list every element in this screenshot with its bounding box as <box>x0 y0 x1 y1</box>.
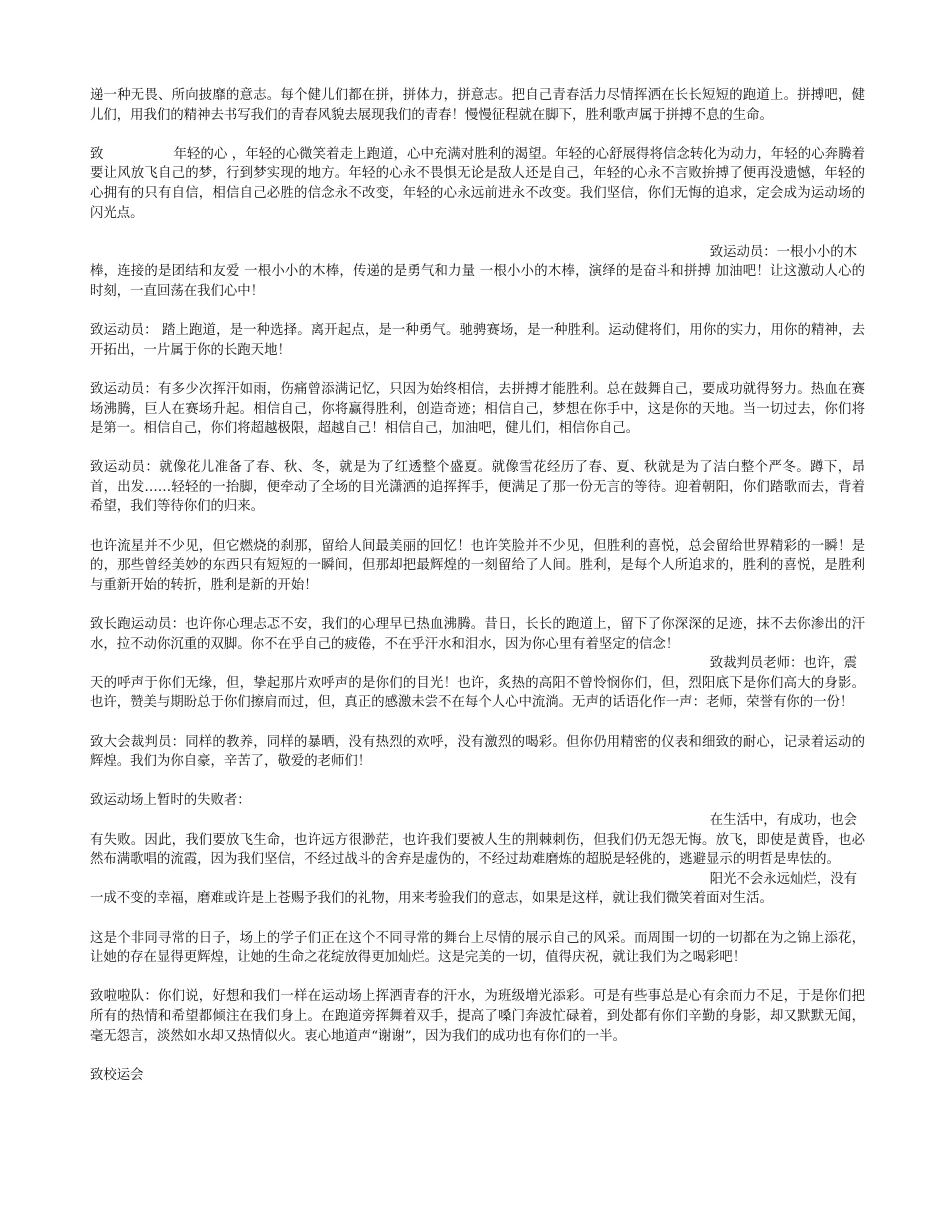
paragraph-baton: 棒，连接的是团结和友爱 一根小小的木棒，传递的是勇气和力量 一根小小的木棒，演绎的是奋斗和拼搏 加油吧！让这激动人心的时刻，一直回荡在我们心中！ <box>90 264 865 299</box>
paragraph-temporary-losers-heading: 致运动场上暂时的失败者： <box>90 793 251 809</box>
paragraph-body: 年轻的心 ，年轻的心微笑着走上跑道，心中充满对胜利的渴望。年轻的心舒展得将信念转化为动力，年轻的心奔腾着要让风放飞自己的梦，行到梦实现的地方。年轻的心永不畏惧无论是敌人还是自己，年轻的心永不言败拚搏了便再没遗憾，年轻的心拥有的只有自信，相信自己必胜的信念永不改变，年轻的心永远前进永不改变。我们坚信，你们无悔的追求，定会成为运动场的闪光点。 <box>90 146 865 221</box>
paragraph-extraordinary-day: 这是个非同寻常的日子，场上的学子们正在这个不同寻常的舞台上尽情的展示自己的风采。而周围一切的一切都在为之锦上添花，让她的存在显得更辉煌，让她的生命之花绽放得更加灿烂。这是完美的一切，值得庆祝，就让我们为之喝彩吧！ <box>90 930 865 966</box>
paragraph-athletes-spirit: 递一种无畏、所向披靡的意志。每个健儿们都在拼，拼体力，拼意志。把自己青春活力尽情挥洒在长长短短的跑道上。拼搏吧，健儿们，用我们的精神去书写我们的青春风貌去展现我们的青春！慢慢征程就在脚下，胜利歌声属于拼搏不息的生命。 <box>90 88 865 123</box>
paragraph-meteor: 也许流星并不少见，但它燃烧的刹那，留给人间最美丽的回忆！也许笑脸并不少见，但胜利的喜悦，总会留给世界精彩的一瞬！是的，那些曾经美妙的东西只有短短的一瞬间，但那却把最辉煌的一刻留给了人间。胜利，是每个人所追求的，胜利的喜悦，是胜利与重新开始的转折，胜利是新的开始！ <box>90 538 865 593</box>
paragraph-cheerleaders: 致啦啦队：你们说，好想和我们一样在运动场上挥洒青春的汗水，为班级增光添彩。可是有些事总是心有余而力不足，于是你们把所有的热情和希望都倾注在我们身上。在跑道旁挥舞着双手，提高了嗓门奔波忙碌着，到处都有你们辛勤的身影，却又默默无闻，毫无怨言，淡然如水却又热情似火。衷心地道声“谢谢”，因为我们的成功也有你们的一半。 <box>90 989 865 1044</box>
paragraph-flowers-seasons: 致运动员：就像花儿准备了春、秋、冬，就是为了红透整个盛夏。就像雪花经历了春、夏、秋就是为了洁白整个严冬。蹲下，昂首，出发……轻轻的一抬脚，便牵动了全场的目光潇洒的追挥挥手，便满足了那一份无言的等待。迎着朝阳，你们踏歌而去，背着希望，我们等待你们的归来。 <box>90 460 865 515</box>
paragraph-young-heart <box>90 145 865 223</box>
paragraph-lead-in-success: 在生活中，有成功，也会 <box>709 812 857 828</box>
document-page <box>90 86 865 1105</box>
paragraph-lead-in-referees: 致裁判员老师：也许，震 <box>709 656 857 672</box>
paragraph-track-choice: 致运动员： 踏上跑道，是一种选择。离开起点，是一种勇气。驰骋赛场，是一种胜利。运动健将们，用你的实力，用你的精神，去开拓出，一片属于你的长跑天地！ <box>90 323 865 358</box>
paragraph-long-distance: 致长跑运动员：也许你心理忐忑不安，我们的心理早已热血沸腾。昔日，长长的跑道上，留下了你深深的足迹，抹不去你渗出的汗水，拉不动你沉重的双脚。你不在乎自己的疲倦，不在乎汗水和泪水，因为你心里有着坚定的信念！ <box>90 617 865 652</box>
paragraph-lead-in-sunshine: 阳光不会永远灿烂，没有 <box>709 871 857 887</box>
paragraph-referee-teachers: 天的呼声于你们无缘，但，挚起那片欢呼声的是你们的目光！也许，炙热的高阳不曾怜悯你们，但，烈阳底下是你们高大的身影。也许，赞美与期盼总于你们擦肩而过，但，真正的感激未尝不在每个人心中流淌。无声的话语化作一声：老师，荣誉有你的一份！ <box>90 675 865 711</box>
paragraph-believe-yourself: 致运动员：有多少次挥汗如雨，伤痛曾添满记忆，只因为始终相信，去拼搏才能胜利。总在鼓舞自己，要成功就得努力。热血在赛场沸腾，巨人在赛场升起。相信自己，你将赢得胜利，创造奇迹；相信自己，梦想在你手中，这是你的天地。当一切过去，你们将是第一。相信自己，你们将超越极限，超越自己！相信自己，加油吧，健儿们，相信你自己。 <box>90 381 865 437</box>
paragraph-lead-in-baton: 致运动员：一根小小的木 <box>709 244 857 260</box>
paragraph-school-games: 致校运会 <box>90 1067 144 1083</box>
paragraph-conference-referees: 致大会裁判员：同样的教养，同样的暴晒，没有热烈的欢呼，没有激烈的喝彩。但你仍用精密的仪表和细致的耐心，记录着运动的辉煌。我们为你自豪，辛苦了，敬爱的老师们！ <box>90 734 865 770</box>
paragraph-failure: 有失败。因此，我们要放飞生命，也许远方很渺茫，也许我们要被人生的荆棘刺伤，但我们仍无怨无悔。放飞，即使是黄昏，也必然布满歌唱的流霞，因为我们坚信，不经过战斗的舍弃是虚伪的，不经过劫难磨炼的超脱是轻佻的，逃避显示的明哲是卑怯的。 <box>90 832 865 868</box>
paragraph-heading: 致 <box>90 146 104 162</box>
paragraph-hardship: 一成不变的幸福，磨难或许是上苍赐予我们的礼物，用来考验我们的意志，如果是这样，就让我们微笑着面对生活。 <box>90 891 773 907</box>
